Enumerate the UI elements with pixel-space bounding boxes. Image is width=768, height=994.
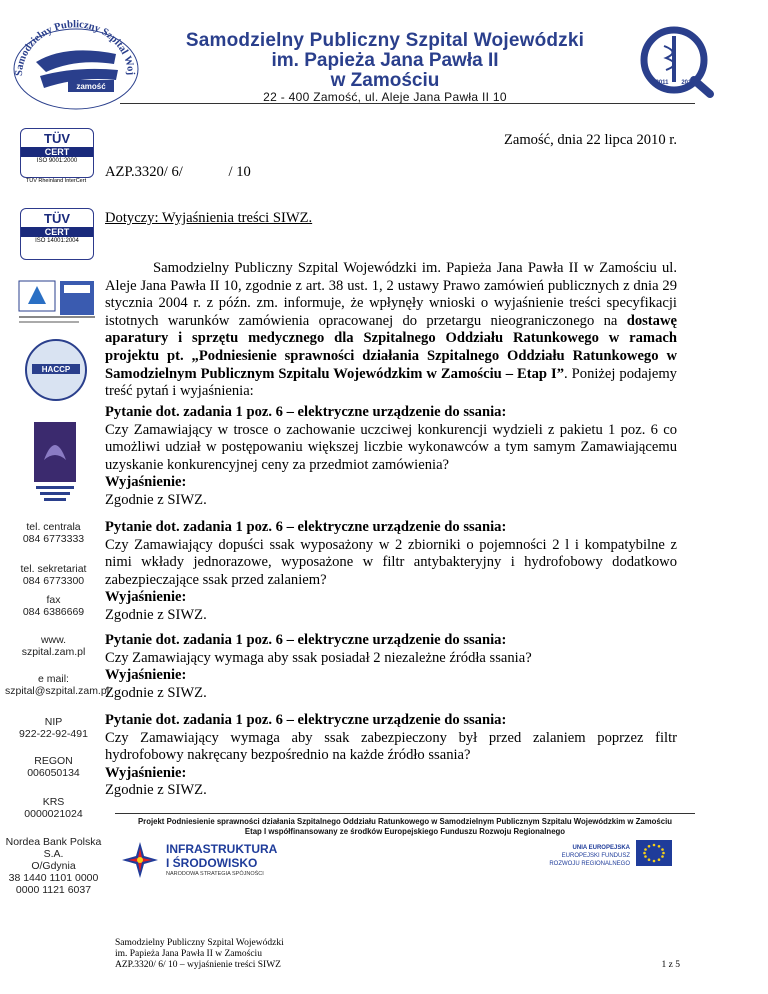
header-divider	[120, 103, 695, 104]
infra-sub: NARODOWA STRATEGIA SPÓJNOŚCI	[166, 871, 264, 877]
contact-value[interactable]: szpital@szpital.zam.pl	[5, 685, 110, 697]
contact-value: 084 6773300	[22, 575, 85, 587]
ref-number	[105, 164, 251, 181]
contact-label: REGON	[34, 755, 73, 767]
header-line-3: w Zamościu	[330, 70, 440, 91]
intro-paragraph	[105, 260, 677, 401]
cert-sub: TÜV Rheinland InterCert	[25, 178, 87, 184]
answer-text: Zgodnie z SIWZ.	[105, 684, 207, 701]
footer-signature	[115, 938, 415, 971]
cert-iso: ISO 14001:2004	[35, 238, 79, 244]
eu-line-1: UNIA EUROPEJSKA	[572, 845, 630, 851]
answer-text: Zgodnie z SIWZ.	[105, 782, 207, 799]
contact-nip	[5, 716, 102, 740]
subject: Dotyczy: Wyjaśnienia treści SIWZ.	[105, 210, 313, 226]
contact-tel-centrala	[5, 521, 102, 545]
quality-year-left: 2011	[655, 80, 669, 86]
eu-text	[520, 844, 630, 868]
contact-value: 922-22-92-491	[19, 728, 88, 740]
contact-label: tel. centrala	[26, 521, 81, 533]
quality-logo	[636, 26, 714, 98]
header-address: 22 - 400 Zamość, ul. Aleje Jana Pawła II 10	[263, 90, 507, 104]
question-heading: Pytanie dot. zadania 1 poz. 6 – elektryczne urządzenie do ssania:	[105, 712, 507, 728]
intro-plain: Samodzielny Publiczny Szpital Wojewódzki im. Papieża Jana Pawła II w Zamościu ul. Aleje Jana Pawła II 10, zgodnie z art. 38 ust. 1, 2 ustawy Prawo zamówień publicznych z dnia 29 stycznia 2004 r. z późn. zm. informuje, że wpłynęły wnioski o wyjaśnienie treści specyfikacji istotnych warunków zamówienia opracowanej do przetargu nieograniczonego na	[105, 260, 677, 329]
contact-tel-sekretariat	[5, 563, 102, 587]
answer-label: Wyjaśnienie:	[105, 667, 187, 684]
contact-fax	[5, 594, 102, 618]
cert-tuv-label: TÜV	[44, 211, 70, 226]
contact-value: 006050134	[27, 767, 80, 779]
contact-www[interactable]	[5, 634, 102, 658]
contact-label: fax	[46, 594, 61, 606]
quality-year-right: 2012	[681, 80, 695, 86]
cert-tuv-label: TÜV	[44, 131, 70, 146]
infra-line-1: INFRASTRUKTURA	[166, 842, 278, 856]
infra-line-2: I ŚRODOWISKO	[166, 856, 258, 870]
question-text: Czy Zamawiający dopuści ssak wyposażony w 2 zbiorniki o pojemności 2 l i kompatybilne z nimi wkłady jednorazowe, wyposażone w filtr antybakteryjny i hydrofobowy dodatkowo zabezpieczające ssak przed zalaniem?	[105, 536, 677, 588]
intro-end: . Poniżej podajemy treść pytań i wyjaśnienia:	[105, 365, 677, 400]
bank-line: 38 1440 1101 0000	[8, 872, 99, 884]
footer-sig-line-1: Samodzielny Publiczny Szpital Wojewódzki	[115, 938, 284, 948]
contact-krs	[5, 796, 102, 820]
answer-label: Wyjaśnienie:	[105, 589, 187, 606]
answer-label: Wyjaśnienie:	[105, 764, 187, 781]
project-line-1: Projekt Podniesienie sprawności działania Szpitalnego Oddziału Ratunkowego w Samodzielnym Publicznym Szpitalu Wojewódzkim w Zamościu	[137, 817, 673, 826]
svg-text:Samodzielny Publiczny Szpital	[6, 14, 136, 76]
committee-logo	[30, 420, 80, 512]
logo-city: zamość	[76, 82, 106, 91]
contact-value: 0000021024	[24, 808, 83, 820]
place-date: Zamość, dnia 22 lipca 2010 r.	[503, 132, 677, 148]
contact-label: e mail:	[38, 673, 69, 685]
eu-line-3: ROZWOJU REGIONALNEGO	[549, 861, 630, 867]
tuv-cert-iso9001	[20, 128, 94, 178]
answer-text: Zgodnie z SIWZ.	[105, 606, 207, 623]
eu-flag	[636, 840, 672, 866]
project-info	[115, 817, 695, 837]
question-text: Czy Zamawiający wymaga aby ssak zabezpieczony był przed zalaniem poprzez filtr hydrofobowy nakręcany bezpośrednio na każde źródło ssania?	[105, 729, 677, 764]
bank-line: Nordea Bank Polska S.A.	[5, 836, 102, 860]
page-number: 1 z 5	[661, 960, 680, 970]
cert-band: CERT	[21, 227, 93, 237]
infrastructure-logo	[122, 838, 352, 882]
question-text: Czy Zamawiający wymaga aby ssak posiadał 2 niezależne źródła ssania?	[105, 649, 532, 666]
question-1	[105, 404, 677, 510]
question-2	[105, 519, 677, 625]
footer-divider	[115, 813, 695, 814]
intro-bold: dostawę aparatury i sprzętu medycznego dla Szpitalnego Oddziału Ratunkowego w ramach projektu pt. „Podniesienie sprawności działania Szpitalnego Oddziału Ratunkowego w Samodzielnym Publicznym Szpitalu Wojewódzkim w Zamościu – Etap I”	[105, 312, 677, 382]
footer-sig-line-2: im. Papieża Jana Pawła II w Zamościu	[115, 949, 262, 959]
tuv-pca-logo	[18, 280, 96, 326]
project-line-2: Etap I współfinansowany ze środków Europejskiego Funduszu Rozwoju Regionalnego	[244, 827, 566, 836]
contact-regon	[5, 755, 102, 779]
contact-value: 084 6773333	[22, 533, 85, 545]
logo-ring-text: Samodzielny Publiczny Szpital Woj	[13, 19, 137, 77]
question-text: Czy Zamawiający w trosce o zachowanie uczciwej konkurencji wydzieli z pakietu 1 poz. 6 co umożliwi udział w postępowaniu większej liczbie wykonawców a tym samym Zamawiającemu uzyskanie konkurencyjnej ceny za przedmiot zamówienia?	[105, 421, 677, 473]
contact-email[interactable]	[5, 673, 110, 697]
header-line-1: Samodzielny Publiczny Szpital Wojewódzki	[185, 30, 585, 51]
contact-label: KRS	[42, 796, 65, 808]
cert-iso: ISO 9001:2000	[36, 158, 78, 164]
answer-label: Wyjaśnienie:	[105, 474, 187, 491]
ref-suffix: / 10	[228, 164, 251, 180]
bank-details	[5, 836, 102, 896]
tuv-cert-iso14001	[20, 208, 94, 260]
answer-text: Zgodnie z SIWZ.	[105, 491, 207, 508]
contact-label: tel. sekretariat	[20, 563, 87, 575]
haccp-logo	[24, 338, 88, 402]
bank-line: 0000 1121 6037	[15, 884, 92, 896]
contact-label: www.	[40, 634, 67, 646]
ref-prefix: AZP.3320/ 6/	[105, 164, 183, 180]
header-line-2: im. Papieża Jana Pawła II	[271, 50, 499, 71]
contact-label: NIP	[44, 716, 63, 728]
contact-value: 084 6386669	[22, 606, 85, 618]
eu-line-2: EUROPEJSKI FUNDUSZ	[561, 853, 630, 859]
bank-line: O/Gdynia	[31, 860, 76, 872]
question-heading: Pytanie dot. zadania 1 poz. 6 – elektryczne urządzenie do ssania:	[105, 632, 507, 648]
hospital-logo	[6, 14, 146, 112]
question-heading: Pytanie dot. zadania 1 poz. 6 – elektryczne urządzenie do ssania:	[105, 404, 507, 420]
svg-text:HACCP: HACCP	[41, 365, 71, 374]
footer-sig-line-3: AZP.3320/ 6/ 10 – wyjaśnienie treści SIWZ	[115, 960, 281, 970]
question-4	[105, 712, 677, 800]
question-heading: Pytanie dot. zadania 1 poz. 6 – elektryczne urządzenie do ssania:	[105, 519, 507, 535]
question-3	[105, 632, 677, 702]
cert-band: CERT	[21, 147, 93, 157]
contact-value[interactable]: szpital.zam.pl	[21, 646, 86, 658]
